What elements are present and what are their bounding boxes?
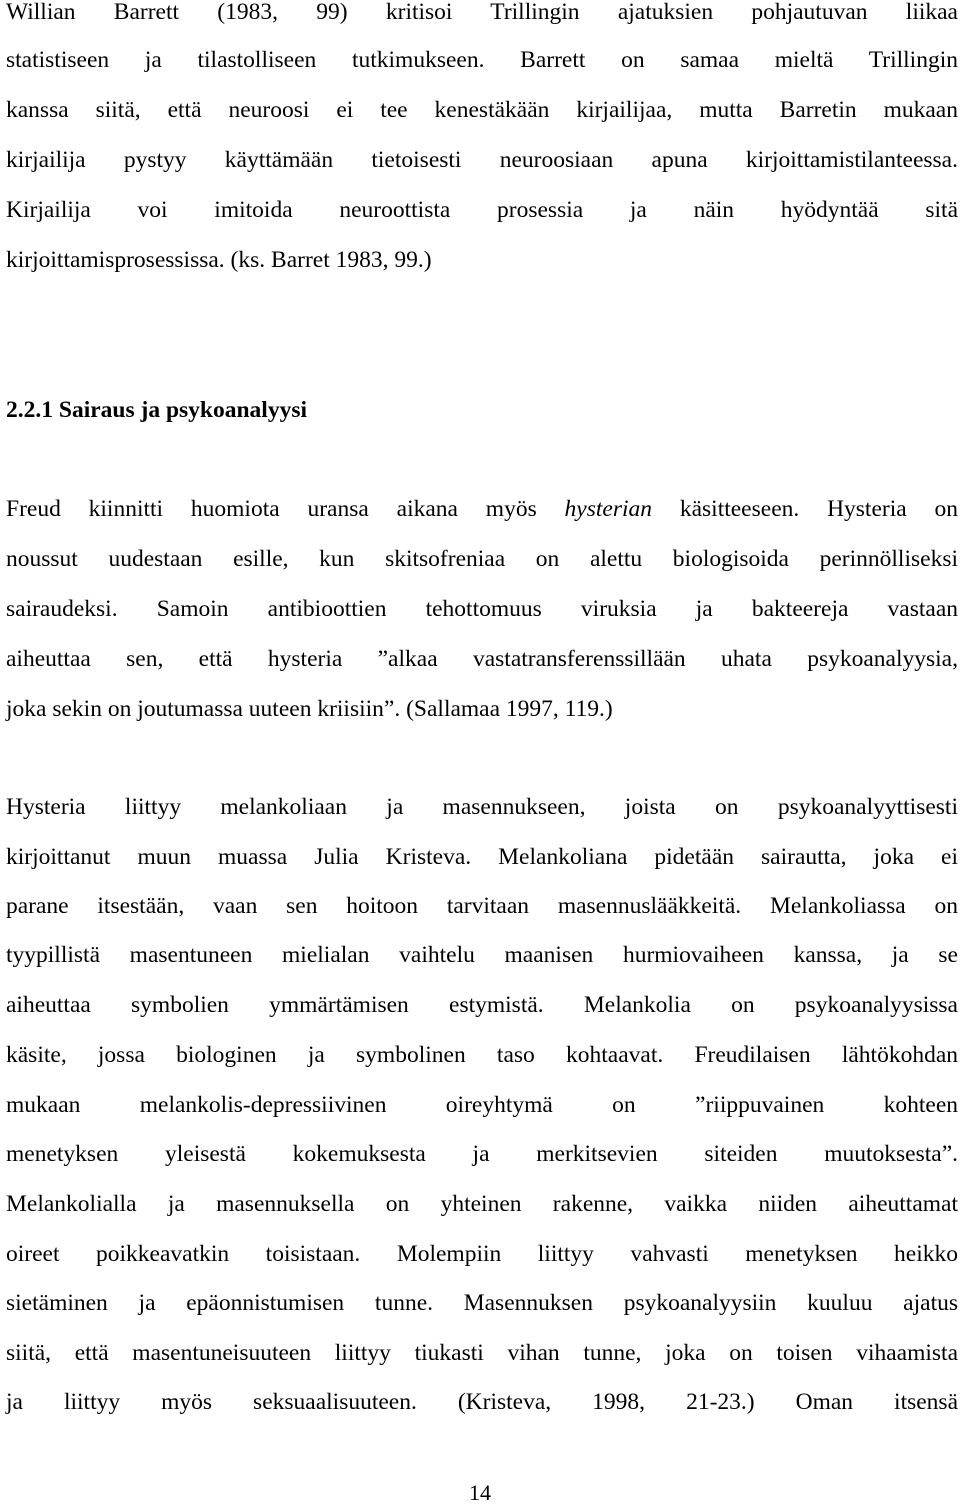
text-line: Kirjailija voi imitoida neuroottista prosessia ja näin hyödyntää sitä bbox=[6, 197, 958, 223]
text-line: statistiseen ja tilastolliseen tutkimukseen. Barrett on samaa mieltä Trillingin bbox=[6, 47, 958, 73]
text-line: parane itsestään, vaan sen hoitoon tarvitaan masennuslääkkeitä. Melankoliassa on bbox=[6, 893, 958, 919]
text-line: kanssa siitä, että neuroosi ei tee kenestäkään kirjailijaa, mutta Barretin mukaan bbox=[6, 97, 958, 123]
text-line: oireet poikkeavatkin toisistaan. Molempiin liittyy vahvasti menetyksen heikko bbox=[6, 1241, 958, 1267]
text-line: kirjoittamisprosessissa. (ks. Barret 1983, 99.) bbox=[6, 247, 432, 273]
text-line: menetyksen yleisestä kokemuksesta ja merkitsevien siteiden muutoksesta”. bbox=[6, 1141, 958, 1167]
text-line: aiheuttaa sen, että hysteria ”alkaa vastatransferenssillään uhata psykoanalyysia, bbox=[6, 646, 958, 672]
text-line: siitä, että masentuneisuuteen liittyy tiukasti vihan tunne, joka on toisen vihaamista bbox=[6, 1340, 958, 1366]
text-line: mukaan melankolis-depressiivinen oireyhtymä on ”riippuvainen kohteen bbox=[6, 1092, 958, 1118]
text-line: Hysteria liittyy melankoliaan ja masennukseen, joista on psykoanalyyttisesti bbox=[6, 794, 958, 820]
text-line: Melankolialla ja masennuksella on yhteinen rakenne, vaikka niiden aiheuttamat bbox=[6, 1191, 958, 1217]
text-line bbox=[6, 495, 958, 523]
text-line: joka sekin on joutumassa uuteen kriisiin”. (Sallamaa 1997, 119.) bbox=[6, 696, 613, 722]
text-line: aiheuttaa symbolien ymmärtämisen estymistä. Melankolia on psykoanalyysissa bbox=[6, 992, 958, 1018]
text-line: noussut uudestaan esille, kun skitsofreniaa on alettu biologisoida perinnölliseksi bbox=[6, 546, 958, 572]
text-line: käsite, jossa biologinen ja symbolinen taso kohtaavat. Freudilaisen lähtökohdan bbox=[6, 1042, 958, 1068]
page-number: 14 bbox=[469, 1480, 491, 1505]
text-line: Willian Barrett (1983, 99) kritisoi Trillingin ajatuksien pohjautuvan liikaa bbox=[6, 0, 958, 25]
italic-term: hysterian bbox=[564, 496, 653, 522]
text-line: sairaudeksi. Samoin antibioottien tehottomuus viruksia ja bakteereja vastaan bbox=[6, 596, 958, 622]
text-line: tyypillistä masentuneen mielialan vaihtelu maanisen hurmiovaiheen kanssa, ja se bbox=[6, 942, 958, 968]
text-line: kirjoittanut muun muassa Julia Kristeva. Melankoliana pidetään sairautta, joka ei bbox=[6, 844, 958, 870]
section-heading: 2.2.1 Sairaus ja psykoanalyysi bbox=[6, 397, 308, 423]
text-line: sietäminen ja epäonnistumisen tunne. Masennuksen psykoanalyysiin kuuluu ajatus bbox=[6, 1290, 958, 1316]
text-segment: Freud kiinnitti huomiota uransa aikana myös bbox=[6, 496, 565, 522]
text-line: kirjailija pystyy käyttämään tietoisesti neuroosiaan apuna kirjoittamistilanteessa. bbox=[6, 147, 958, 173]
text-line: ja liittyy myös seksuaalisuuteen. (Kristeva, 1998, 21-23.) Oman itsensä bbox=[6, 1389, 958, 1415]
text-segment: käsitteeseen. Hysteria on bbox=[652, 496, 959, 522]
